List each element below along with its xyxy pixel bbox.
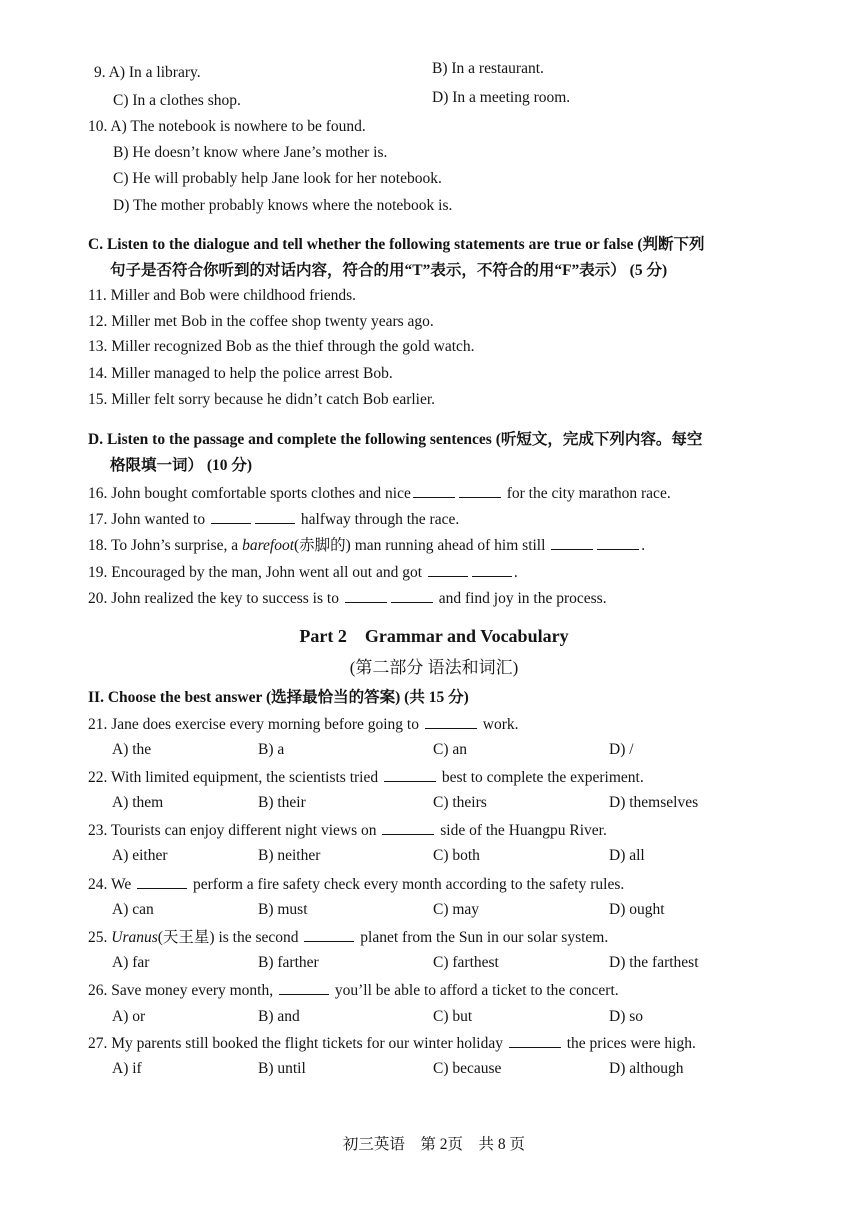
page-footer: 初三英语 第 2页 共 8 页 bbox=[342, 1136, 526, 1153]
q20-text-start: 20. John realized the key to success is to bbox=[88, 590, 339, 607]
q17-text-start: 17. John wanted to bbox=[88, 511, 206, 528]
section-c-instruction-line1: C. Listen to the dialogue and tell whether the following statements are true or false (判断下列 bbox=[88, 236, 705, 253]
option-b[interactable]: B) farther bbox=[258, 954, 319, 971]
question-text: 26. Save money every month, bbox=[88, 982, 274, 999]
option-b[interactable]: B) and bbox=[258, 1008, 300, 1025]
section-d-instruction-line1: D. Listen to the passage and complete the following sentences (听短文，完成下列内容。每空 bbox=[88, 431, 703, 448]
option-a[interactable]: A) far bbox=[112, 954, 150, 971]
option-d[interactable]: D) the farthest bbox=[609, 954, 699, 971]
tf-statement: 11. Miller and Bob were childhood friends. bbox=[88, 287, 357, 304]
option-a[interactable]: A) if bbox=[112, 1060, 142, 1077]
q10-option-c: C) He will probably help Jane look for her notebook. bbox=[113, 170, 442, 187]
option-c[interactable]: C) because bbox=[433, 1060, 502, 1077]
option-b[interactable]: B) until bbox=[258, 1060, 306, 1077]
answer-blank[interactable] bbox=[425, 714, 477, 729]
q19-period: . bbox=[513, 564, 518, 581]
mc-question-23 bbox=[88, 820, 607, 841]
part2-title-text: Part 2 Grammar and Vocabulary bbox=[299, 626, 569, 646]
answer-blank[interactable] bbox=[345, 588, 387, 603]
q17-text-end: halfway through the race. bbox=[300, 511, 460, 528]
option-c[interactable]: C) farthest bbox=[433, 954, 499, 971]
fill-question-20 bbox=[88, 588, 607, 609]
option-b[interactable]: B) neither bbox=[258, 847, 321, 864]
fill-question-19 bbox=[88, 562, 518, 583]
section-d-instruction-line2: 格限填一词） (10 分) bbox=[110, 457, 253, 474]
q9-option-b: B) In a restaurant. bbox=[432, 60, 544, 77]
question-text: 21. Jane does exercise every morning before going to bbox=[88, 716, 419, 733]
q20-text-end: and find joy in the process. bbox=[438, 590, 607, 607]
question-text: planet from the Sun in our solar system. bbox=[360, 929, 609, 946]
answer-blank[interactable] bbox=[382, 820, 434, 835]
tf-statement: 14. Miller managed to help the police arrest Bob. bbox=[88, 365, 393, 382]
answer-blank[interactable] bbox=[472, 562, 512, 577]
question-text: best to complete the experiment. bbox=[441, 769, 644, 786]
option-c[interactable]: C) an bbox=[433, 741, 468, 758]
mc-question-21 bbox=[88, 714, 518, 735]
answer-blank[interactable] bbox=[255, 509, 295, 524]
answer-blank[interactable] bbox=[509, 1033, 561, 1048]
question-text: side of the Huangpu River. bbox=[440, 822, 607, 839]
question-text: 23. Tourists can enjoy different night views on bbox=[88, 822, 377, 839]
option-a[interactable]: A) them bbox=[112, 794, 164, 811]
tf-statement: 15. Miller felt sorry because he didn’t catch Bob earlier. bbox=[88, 391, 436, 408]
answer-blank[interactable] bbox=[413, 483, 455, 498]
q9-option-d: D) In a meeting room. bbox=[432, 89, 571, 106]
q18-period: . bbox=[641, 537, 646, 554]
q18-italic-word: barefoot bbox=[242, 537, 295, 554]
question-text: 22. With limited equipment, the scientists tried bbox=[88, 769, 379, 786]
tf-statement: 12. Miller met Bob in the coffee shop twenty years ago. bbox=[88, 313, 434, 330]
option-d[interactable]: D) all bbox=[609, 847, 645, 864]
question-text: perform a fire safety check every month according to the safety rules. bbox=[193, 876, 625, 893]
question-text: work. bbox=[482, 716, 519, 733]
q10-option-d: D) The mother probably knows where the notebook is. bbox=[113, 197, 453, 214]
question-text: 24. We bbox=[88, 876, 132, 893]
option-b[interactable]: B) their bbox=[258, 794, 306, 811]
answer-blank[interactable] bbox=[428, 562, 468, 577]
option-a[interactable]: A) either bbox=[112, 847, 168, 864]
option-c[interactable]: C) but bbox=[433, 1008, 473, 1025]
option-a[interactable]: A) the bbox=[112, 741, 152, 758]
option-d[interactable]: D) themselves bbox=[609, 794, 699, 811]
option-d[interactable]: D) ought bbox=[609, 901, 665, 918]
option-d[interactable]: D) so bbox=[609, 1008, 644, 1025]
answer-blank[interactable] bbox=[597, 535, 639, 550]
option-c[interactable]: C) theirs bbox=[433, 794, 487, 811]
mc-question-22 bbox=[88, 767, 644, 788]
option-d[interactable]: D) / bbox=[609, 741, 634, 758]
part2-title bbox=[0, 626, 868, 647]
question-text: 27. My parents still booked the flight tickets for our winter holiday bbox=[88, 1035, 503, 1052]
q18-text-mid: (赤脚的) man running ahead of him still bbox=[294, 537, 546, 554]
answer-blank[interactable] bbox=[211, 509, 251, 524]
answer-blank[interactable] bbox=[391, 588, 433, 603]
option-c[interactable]: C) may bbox=[433, 901, 480, 918]
mc-question-26 bbox=[88, 980, 619, 1001]
mc-question-27 bbox=[88, 1033, 696, 1054]
question-text: you’ll be able to afford a ticket to the concert. bbox=[334, 982, 619, 999]
question-number: 25. bbox=[88, 929, 112, 946]
question-italic-word: Uranus bbox=[111, 929, 158, 946]
answer-blank[interactable] bbox=[384, 767, 436, 782]
section-c-instruction-line2: 句子是否符合你听到的对话内容，符合的用“T”表示，不符合的用“F”表示） (5 分) bbox=[110, 262, 668, 279]
q19-text-start: 19. Encouraged by the man, John went all out and got bbox=[88, 564, 423, 581]
option-b[interactable]: B) must bbox=[258, 901, 308, 918]
answer-blank[interactable] bbox=[304, 927, 354, 942]
answer-blank[interactable] bbox=[137, 874, 187, 889]
answer-blank[interactable] bbox=[279, 980, 329, 995]
answer-blank[interactable] bbox=[459, 483, 501, 498]
section-ii-instruction: II. Choose the best answer (选择最恰当的答案) (共 15 分) bbox=[88, 689, 469, 706]
mc-question-25 bbox=[88, 927, 608, 948]
fill-question-18 bbox=[88, 535, 645, 556]
fill-question-16 bbox=[88, 483, 671, 504]
q10-option-a: 10. A) The notebook is nowhere to be found. bbox=[88, 118, 366, 135]
q16-text-start: 16. John bought comfortable sports clothes and nice bbox=[88, 485, 411, 502]
fill-question-17 bbox=[88, 509, 459, 530]
option-a[interactable]: A) or bbox=[112, 1008, 146, 1025]
q10-option-b: B) He doesn’t know where Jane’s mother is. bbox=[113, 144, 388, 161]
option-d[interactable]: D) although bbox=[609, 1060, 684, 1077]
answer-blank[interactable] bbox=[551, 535, 593, 550]
q9-option-c: C) In a clothes shop. bbox=[113, 92, 241, 109]
option-b[interactable]: B) a bbox=[258, 741, 285, 758]
q18-text-start: 18. To John’s surprise, a bbox=[88, 537, 239, 554]
tf-statement: 13. Miller recognized Bob as the thief through the gold watch. bbox=[88, 338, 475, 355]
q9-option-a: 9. A) In a library. bbox=[94, 64, 201, 81]
part2-subtitle: (第二部分 语法和词汇) bbox=[349, 658, 519, 677]
q16-text-end: for the city marathon race. bbox=[506, 485, 671, 502]
option-c[interactable]: C) both bbox=[433, 847, 480, 864]
question-text: the prices were high. bbox=[566, 1035, 696, 1052]
question-text: (天王星) is the second bbox=[157, 929, 299, 946]
mc-question-24 bbox=[88, 874, 624, 895]
option-a[interactable]: A) can bbox=[112, 901, 154, 918]
